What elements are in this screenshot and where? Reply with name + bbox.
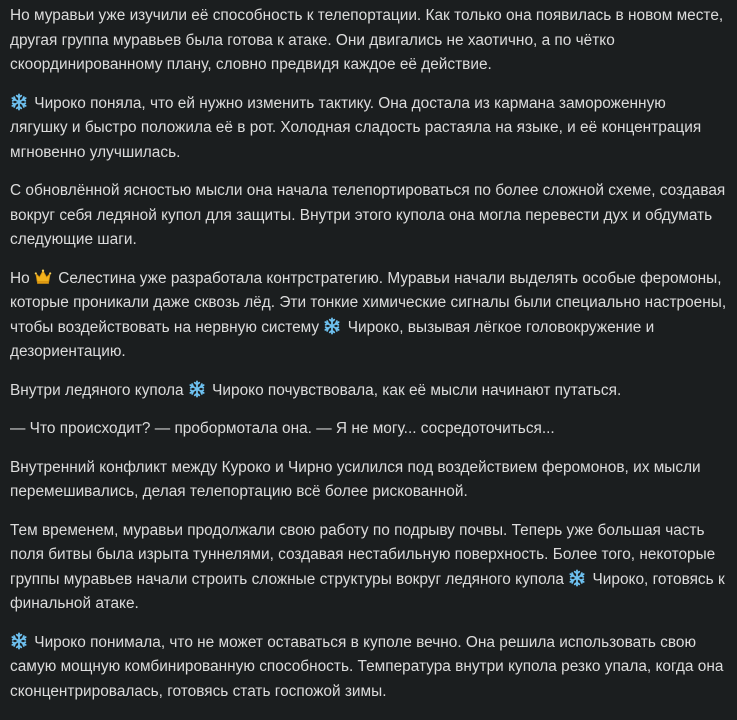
paragraph-text: Чироко поняла, что ей нужно изменить тактику. Она достала из кармана замороженную лягушку и быстро положила её в рот. Холодная сладость растаяла на языке, и её концентрация мгновенно улучшилась. bbox=[10, 94, 702, 161]
snowflake-icon bbox=[323, 317, 341, 335]
paragraph-text: Чироко, готовясь к финальной атаке. bbox=[10, 570, 725, 612]
crown-icon bbox=[34, 268, 52, 286]
paragraph-text: С обновлённой ясностью мысли она начала телепортироваться по более сложной схеме, создавая вокруг себя ледяной купол для защиты. Внутри этого купола она могла перевести дух и обдумать следующие шаги. bbox=[10, 182, 726, 248]
snowflake-icon bbox=[10, 632, 28, 650]
paragraph-text: Внутренний конфликт между Куроко и Чирно усилился под воздействием феромонов, их мысли перемешивались, делая телепортацию всё более рискованной. bbox=[10, 458, 701, 500]
paragraph-1 bbox=[10, 4, 727, 78]
paragraph-text: Но bbox=[10, 269, 30, 287]
paragraph-9 bbox=[10, 631, 727, 705]
snowflake-icon bbox=[568, 569, 586, 587]
paragraph-7 bbox=[10, 456, 727, 505]
paragraph-text: — Что происходит? — пробормотала она. — Я не могу... сосредоточиться... bbox=[10, 420, 555, 437]
paragraph-text: Внутри ледяного купола bbox=[10, 381, 184, 399]
snowflake-icon bbox=[10, 93, 28, 111]
paragraph-text: Чироко понимала, что не может оставаться в куполе вечно. Она решила использовать свою самую мощную комбинированную способность. Температура внутри купола резко упала, когда она сконцентрировалась, готовясь стать госпожой зимы. bbox=[10, 633, 724, 700]
paragraph-text: Тем временем, муравьи продолжали свою работу по подрыву почвы. Теперь уже большая часть поля битвы была изрыта туннелями, создавая нестабильную поверхность. Более того, некоторые группы муравьев начали строить сложные структуры вокруг ледяного купола bbox=[10, 521, 716, 588]
paragraph-2 bbox=[10, 92, 727, 166]
paragraph-text: Чироко, вызывая лёгкое головокружение и дезориентацию. bbox=[10, 318, 655, 360]
paragraph-4 bbox=[10, 267, 727, 365]
paragraph-text: Но муравьи уже изучили её способность к телепортации. Как только она появилась в новом месте, другая группа муравьев была готова к атаке. Они двигались не хаотично, а по чётко скоординированному плану, словно предвидя каждое её действие. bbox=[10, 7, 724, 73]
paragraph-text: Чироко почувствовала, как её мысли начинают путаться. bbox=[212, 381, 622, 399]
paragraph-5 bbox=[10, 379, 727, 404]
snowflake-icon bbox=[188, 380, 206, 398]
paragraph-8 bbox=[10, 519, 727, 617]
scroll-edge bbox=[733, 0, 737, 720]
paragraph-6 bbox=[10, 417, 727, 442]
paragraph-3 bbox=[10, 179, 727, 253]
paragraph-text: Селестина уже разработала контрстратегию. Муравьи начали выделять особые феромоны, которые проникали даже сквозь лёд. Эти тонкие химические сигналы были специально настроены, чтобы воздействовать на нервную систему bbox=[10, 269, 727, 336]
